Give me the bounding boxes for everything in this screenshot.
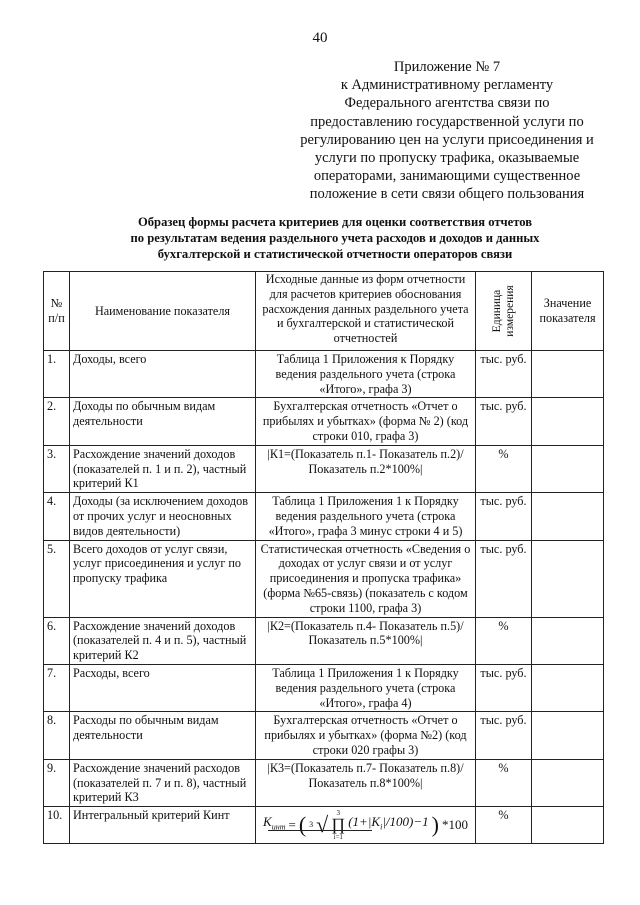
product-symbol: 3 ∏ i=1 bbox=[331, 809, 346, 842]
row-unit: тыс. руб. bbox=[476, 540, 532, 617]
row-source-formula bbox=[256, 807, 476, 844]
appendix-line: Приложение № 7 bbox=[393, 59, 501, 75]
table-row bbox=[44, 493, 604, 540]
formula-body: $(1+|K_i|/100)-1$ bbox=[348, 813, 429, 832]
root-index: 3 bbox=[309, 819, 314, 829]
row-num: 6. bbox=[44, 617, 70, 664]
header-unit bbox=[476, 272, 532, 351]
row-source: Бухгалтерская отчетность «Отчет о прибылях и убытках» (форма № 2) (код строки 010, графа 3) bbox=[256, 398, 476, 445]
row-num: 4. bbox=[44, 493, 70, 540]
row-unit: % bbox=[476, 759, 532, 806]
row-source: |К1=(Показатель п.1- Показатель п.2)/ Показатель п.2*100%| bbox=[256, 445, 476, 492]
row-name: Интегральный критерий Кинт bbox=[70, 807, 256, 844]
row-name: Доходы (за исключением доходов от прочих услуг и неосновных видов деятельности) bbox=[70, 493, 256, 540]
appendix-line: к Административному регламенту bbox=[340, 77, 554, 94]
row-num: 7. bbox=[44, 664, 70, 711]
page-number: 40 bbox=[312, 30, 328, 46]
row-name: Всего доходов от услуг связи, услуг присоединения и услуг по пропуску трафика bbox=[70, 540, 256, 617]
row-name: Доходы по обычным видам деятельности bbox=[70, 398, 256, 445]
sqrt-icon: √ bbox=[316, 811, 329, 837]
row-source: Статистическая отчетность «Сведения о доходах от услуг связи и от услуг присоединения и пропуска трафика» (форма №65-связь) (показатель с кодом строки 1100, графа 3) bbox=[256, 540, 476, 617]
row-unit: тыс. руб. bbox=[476, 712, 532, 759]
table-row bbox=[44, 617, 604, 664]
form-title bbox=[70, 214, 600, 262]
appendix-line: предоставлению государственной услуги по bbox=[310, 113, 584, 130]
row-source: Таблица 1 Приложения 1 к Порядку ведения раздельного учета (строка «Итого», графа 4) bbox=[256, 664, 476, 711]
row-value bbox=[532, 351, 604, 398]
header-unit-label: Единица измерения bbox=[490, 285, 516, 337]
table-row bbox=[44, 445, 604, 492]
row-value bbox=[532, 712, 604, 759]
root-sign-icon: ( bbox=[298, 811, 307, 837]
appendix-line: операторами, занимающими существенное bbox=[313, 168, 581, 185]
row-unit: тыс. руб. bbox=[476, 664, 532, 711]
row-value bbox=[532, 493, 604, 540]
title-line: Образец формы расчета критериев для оценки соответствия отчетов bbox=[137, 215, 533, 229]
table-row bbox=[44, 712, 604, 759]
header-value: Значение показателя bbox=[532, 272, 604, 351]
row-name: Расхождение значений расходов (показателей п. 7 и п. 8), частный критерий К3 bbox=[70, 759, 256, 806]
paren-close-icon: ) bbox=[431, 811, 439, 837]
table-row bbox=[44, 351, 604, 398]
appendix-heading bbox=[292, 58, 602, 204]
row-num: 9. bbox=[44, 759, 70, 806]
row-unit: % bbox=[476, 445, 532, 492]
row-num: 5. bbox=[44, 540, 70, 617]
row-value bbox=[532, 617, 604, 664]
row-num: 2. bbox=[44, 398, 70, 445]
header-source: Исходные данные из форм отчетности для расчетов критериев обоснования расхождения данных раздельного учета и бухгалтерской и статистической отчетностей bbox=[256, 272, 476, 351]
row-name: Доходы, всего bbox=[70, 351, 256, 398]
row-source: Бухгалтерская отчетность «Отчет о прибылях и убытках» (форма №2) (код строки 020 графы 3) bbox=[256, 712, 476, 759]
footer-divider bbox=[268, 830, 372, 831]
row-unit: тыс. руб. bbox=[476, 351, 532, 398]
table-row bbox=[44, 807, 604, 844]
formula-tail: *100 bbox=[441, 816, 468, 832]
row-value bbox=[532, 807, 604, 844]
row-value bbox=[532, 540, 604, 617]
title-line: бухгалтерской и статистической отчетности операторов связи bbox=[157, 247, 513, 261]
row-unit: % bbox=[476, 617, 532, 664]
row-source: |К2=(Показатель п.4- Показатель п.5)/ Показатель п.5*100%| bbox=[256, 617, 476, 664]
row-name: Расхождение значений доходов (показателей п. 1 и п. 2), частный критерий К1 bbox=[70, 445, 256, 492]
row-value bbox=[532, 445, 604, 492]
row-num: 10. bbox=[44, 807, 70, 844]
appendix-line: положение в сети связи общего пользования bbox=[309, 186, 585, 203]
appendix-line: Федерального агентства связи по bbox=[344, 95, 550, 112]
criteria-table bbox=[43, 271, 604, 844]
table-row bbox=[44, 540, 604, 617]
row-unit: % bbox=[476, 807, 532, 844]
row-unit: тыс. руб. bbox=[476, 398, 532, 445]
row-value bbox=[532, 398, 604, 445]
row-source: Таблица 1 Приложения 1 к Порядку ведения раздельного учета (строка «Итого», графа 3 минус строки 4 и 5) bbox=[256, 493, 476, 540]
row-num: 1. bbox=[44, 351, 70, 398]
row-num: 3. bbox=[44, 445, 70, 492]
table-row bbox=[44, 664, 604, 711]
table-row bbox=[44, 759, 604, 806]
row-name: Расхождение значений доходов (показателей п. 4 и п. 5), частный критерий К2 bbox=[70, 617, 256, 664]
row-name: Расходы, всего bbox=[70, 664, 256, 711]
header-name: Наименование показателя bbox=[70, 272, 256, 351]
title-line: по результатам ведения раздельного учета расходов и доходов и данных bbox=[130, 231, 540, 245]
integral-formula: $K_{инт}$ = ( 3 √ 3 ∏ i=1 $(1+|K_i|/100)-1$ ) *100 bbox=[263, 809, 468, 842]
row-unit: тыс. руб. bbox=[476, 493, 532, 540]
header-num: № п/п bbox=[44, 272, 70, 351]
row-value bbox=[532, 759, 604, 806]
row-value bbox=[532, 664, 604, 711]
row-source: |К3=(Показатель п.7- Показатель п.8)/ Показатель п.8*100%| bbox=[256, 759, 476, 806]
table-row bbox=[44, 398, 604, 445]
appendix-line: услуги по пропуску трафика, оказываемые bbox=[314, 150, 580, 167]
appendix-line: регулированию цен на услуги присоединения и bbox=[300, 131, 594, 148]
row-num: 8. bbox=[44, 712, 70, 759]
row-source: Таблица 1 Приложения к Порядку ведения раздельного учета (строка «Итого», графа 3) bbox=[256, 351, 476, 398]
formula-lhs: $K_{инт}$ bbox=[263, 813, 286, 832]
table-header-row bbox=[44, 272, 604, 351]
row-name: Расходы по обычным видам деятельности bbox=[70, 712, 256, 759]
